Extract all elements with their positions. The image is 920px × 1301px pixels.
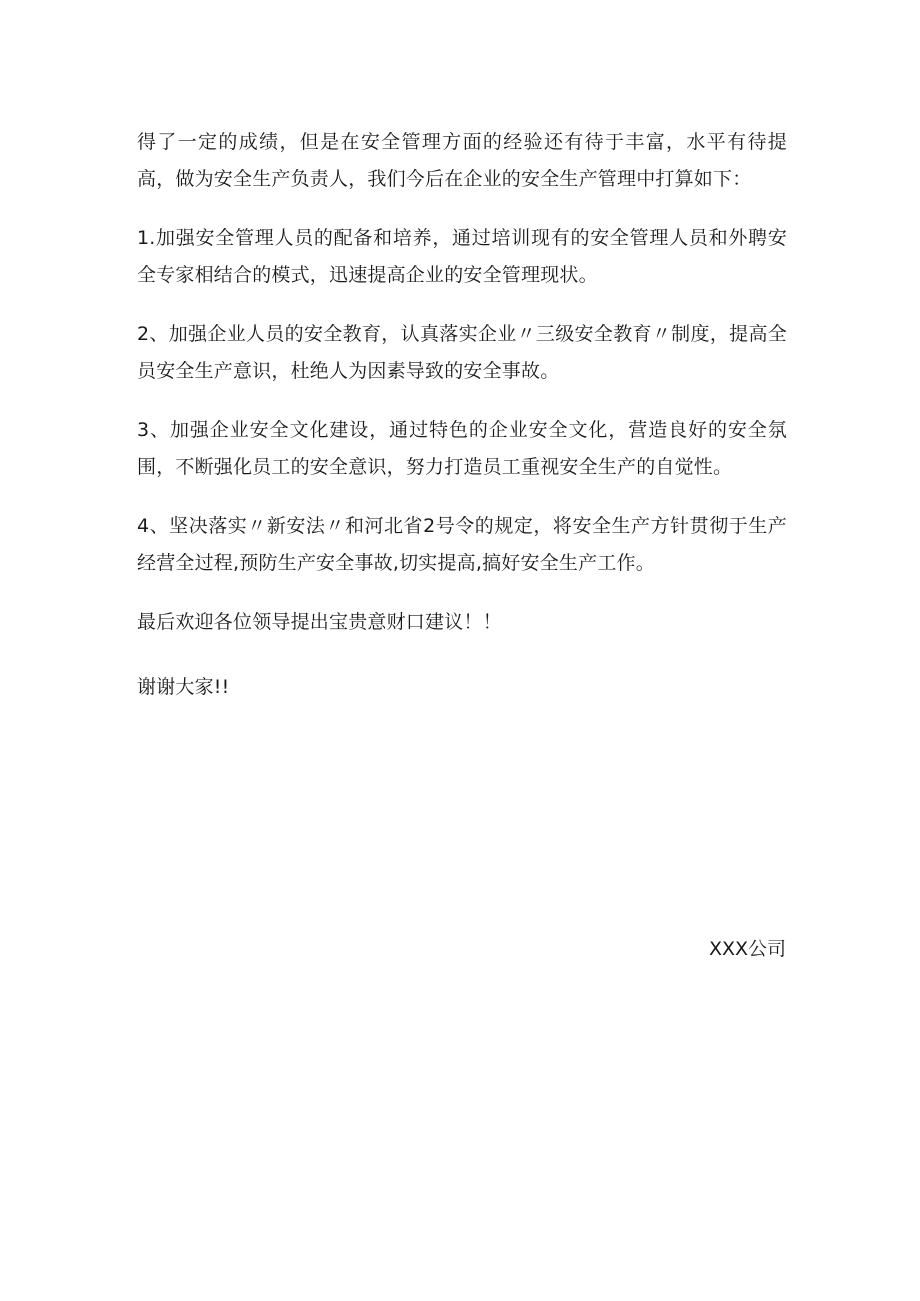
company-signature: XXX公司 xyxy=(708,938,786,960)
paragraph-intro: 得了一定的成绩，但是在安全管理方面的经验还有待于丰富，水平有待提高，做为安全生产负责人，我们今后在企业的安全生产管理中打算如下： xyxy=(137,131,787,190)
paragraph-item-2: 2、加强企业人员的安全教育，认真落实企业〃三级安全教育〃制度，提高全员安全生产意识，杜绝人为因素导致的安全事故。 xyxy=(137,323,787,382)
paragraph-item-1: 1.加强安全管理人员的配备和培养，通过培训现有的安全管理人员和外聘安全专家相结合的模式，迅速提高企业的安全管理现状。 xyxy=(137,227,787,286)
document-body xyxy=(137,124,787,734)
paragraph-item-4: 4、坚决落实〃新安法〃和河北省2号令的规定，将安全生产方针贯彻于生产经营全过程,预防生产安全事故,切实提高,搞好安全生产工作。 xyxy=(137,515,787,574)
paragraph-item-3: 3、加强企业安全文化建设，通过特色的企业安全文化，营造良好的安全氛围，不断强化员工的安全意识，努力打造员工重视安全生产的自觉性。 xyxy=(137,419,787,478)
paragraph-thanks: 谢谢大家!! xyxy=(137,676,230,698)
paragraph-closing: 最后欢迎各位领导提出宝贵意财口建议！！ xyxy=(137,611,502,633)
